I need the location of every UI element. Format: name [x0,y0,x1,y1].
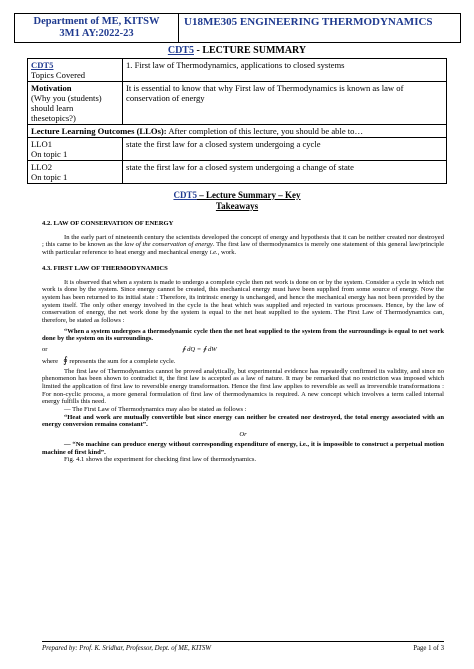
llo1-label: LLO1 [31,139,53,149]
page-number: Page 1 of 3 [413,645,444,652]
energy-conversion-statement: “Heat and work are mutually convertible but since energy can neither be created nor destroyed, the total energy associated with an energy conversion remains constant”. [42,413,444,429]
llo2-label-cell [28,161,123,184]
llo1-sub: On topic 1 [31,149,68,159]
topics-value: 1. First law of Thermodynamics, applications to closed systems [123,59,447,82]
summary-title-rest: – Lecture Summary – Key [196,190,301,200]
section-heading-4-2: 4.2. LAW OF CONSERVATION OF ENERGY [42,220,174,227]
where-line [42,354,444,366]
llo2-label: LLO2 [31,162,53,172]
topics-label: Topics Covered [31,70,86,80]
table-row [28,125,447,138]
table-row [28,82,447,125]
paragraph: It is observed that when a system is made to undergo a complete cycle then net work is done on or by the system. Consider a cycle in which net work is done by the system. Since energy cannot be created, this mechanical energy must have been supplied from some source of energy. Now the system has been returned to its initial state : Therefore, its intrinsic energy is unchanged, and hence the mechanical energy has not been provided by the system itself. The only other energy involved in the cycle is the heat which was supplied and rejected in various processes. Hence, by the law of conservation of energy, the net work done by the system is equal to the net heat supplied to the system. The First Law of Thermodynamics can, therefore, be stated as follows : [42,278,444,325]
table-row [28,161,447,184]
header-semester: 3M1 AY:2022-23 [59,28,134,39]
lecture-summary-title [0,45,474,56]
text-span: , work. [217,249,237,257]
motivation-sub: (Why you (students) should learn thesetopics?) [31,93,102,123]
paragraph: — The First Law of Thermodynamics may also be stated as follows : [64,406,247,414]
llo-header [28,125,447,138]
header-dept-cell [15,14,179,42]
llo-header-bold: Lecture Learning Outcomes (LLOs): [31,126,167,136]
table-row [28,59,447,82]
summary-cdt-code[interactable]: CDT5 [173,190,197,200]
motivation-value: It is essential to know that why First law of Thermodynamics is known as law of conservation of energy [123,82,447,125]
llo1-label-cell [28,138,123,161]
or-label: or [42,346,48,354]
llo2-value: state the first law for a closed system undergoing a change of state [123,161,447,184]
llo2-sub: On topic 1 [31,172,68,182]
figure-reference: Fig. 4.1 shows the experiment for checking first law of thermodynamics. [64,456,257,464]
key-takeaways-title [0,190,474,212]
perpetual-motion-statement: — “No machine can produce energy without corresponding expenditure of energy, i.e., it is impossible to construct a perpetual motion machine of first kind”. [42,440,444,456]
cyclic-integral-symbol: ∮ [63,354,68,365]
summary-title-line2: Takeaways [215,201,259,211]
text-span: . The first law of thermodynamics is merely one statement of this general law/principle with particular reference to heat energy and mechanical energy [42,241,444,257]
paragraph [42,234,444,257]
cdt-title-rest: - LECTURE SUMMARY [193,45,307,56]
lecture-body [42,218,444,464]
table-row [28,138,447,161]
header-table [14,13,461,43]
footer [42,641,444,652]
section-heading-4-3: 4.3. FIRST LAW OF THERMODYNAMICS [42,264,168,272]
where-label: where [42,357,59,365]
footer-prepared-by: Prepared by: Prof. K. Sridhar, Professor, Dept. of ME, KITSW [42,645,212,652]
topics-table [27,58,447,184]
motivation-label-cell [28,82,123,125]
italic-span: i.e. [209,249,218,257]
llo-header-rest: After completion of this lecture, you should be able to… [166,126,364,136]
topics-label-cell [28,59,123,82]
motivation-label: Motivation [31,83,72,93]
italic-span: law of the conservation of energy [124,241,213,249]
cyclic-integral-equation: ∮ dQ = ∮ dW [182,346,217,354]
first-law-statement: “When a system undergoes a thermodynamic cycle then the net heat supplied to the system from the surroundings is equal to net work done by the system on its surroundings. [42,327,444,343]
header-course: U18ME305 ENGINEERING THERMODYNAMICS [184,16,433,28]
cdt-code[interactable]: CDT5 [167,45,194,56]
llo1-value: state the first law for a closed system undergoing a cycle [123,138,447,161]
where-text: represents the sum for a complete cycle. [67,357,176,365]
header-dept: Department of ME, KITSW [33,16,160,27]
equation-row [42,346,444,354]
topics-cdt-link[interactable]: CDT5 [31,60,54,70]
text-span: In the early part of nineteenth century the scientists developed the concept of energy and hypothesis that it can be neither created nor destroyed ; this came to be known as the [42,233,444,249]
or-separator: Or [239,431,247,439]
paragraph: The first law of Thermodynamics cannot be proved analytically, but experimental evidence has repeatedly confirmed its validity, and since no phenomenon has been shown to contradict it, the first law is accepted as a law of nature. It may be remarked that no restriction was imposed which limited the application of first law to reversible energy transformation. Hence the first law applies to reversible as well as irreversible transformations : For non-cyclic process, a more general formulation of first law of thermodynamics is required. A new concept which involves a term called internal energy fulfills this need. [42,367,444,406]
